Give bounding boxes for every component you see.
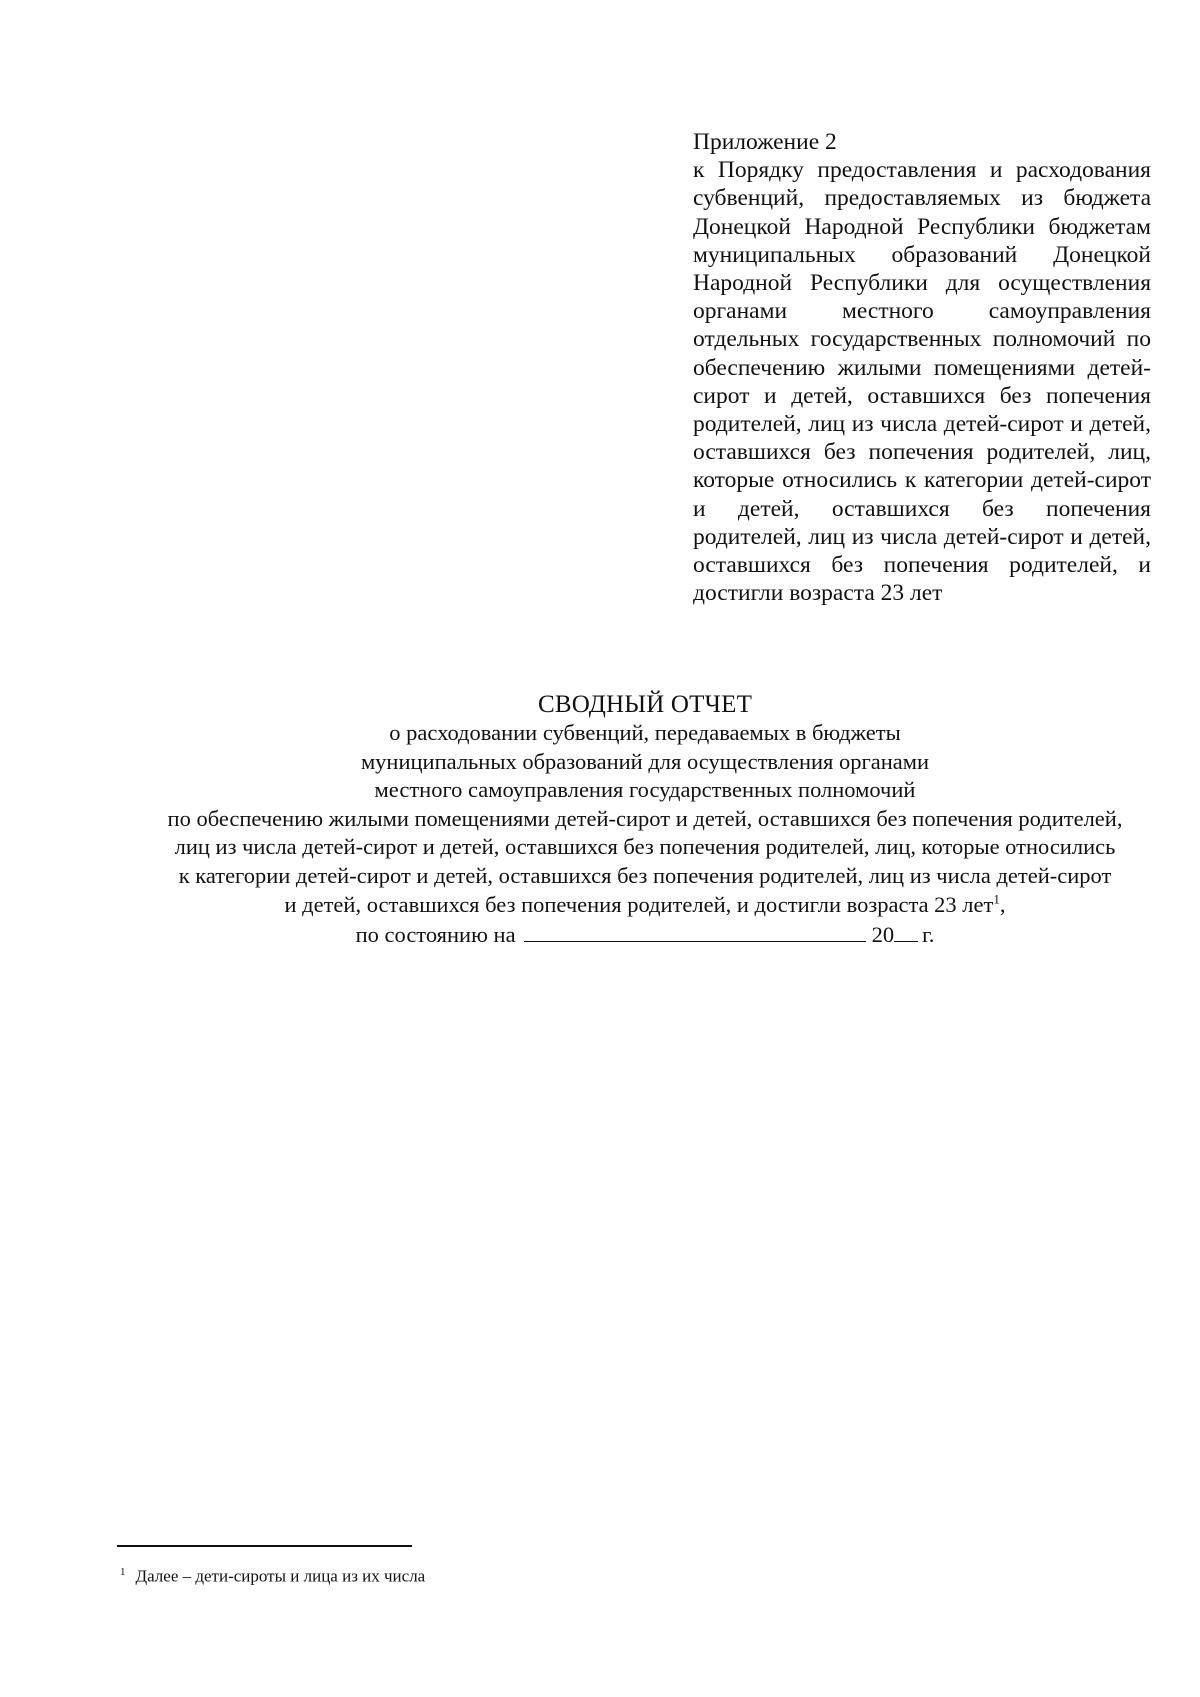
year-suffix: г. <box>922 922 935 948</box>
subtitle-line: к категории детей-сирот и детей, оставшихся без попечения родителей, лиц из числа детей-сирот <box>178 862 1112 888</box>
footnote-separator <box>117 1545 412 1547</box>
subtitle-line: местного самоуправления государственных полномочий <box>374 777 916 803</box>
subtitle-line: по обеспечению жилыми помещениями детей-сирот и детей, оставшихся без попечения родителей, <box>167 805 1123 831</box>
appendix-text: к Порядку предоставления и расходования субвенций, предоставляемых из бюджета Донецкой Народной Республики бюджетам муниципальных образований Донецкой Народной Республики для осуществления органами местного самоуправления отдельных государственных полномочий по обеспечению жилыми помещениями детей-сирот и детей, оставшихся без попечения родителей, лиц из числа детей-сирот и детей, оставшихся без попечения родителей, лиц, которые относились к категории детей-сирот и детей, оставшихся без попечения родителей, лиц из числа детей-сирот и детей, оставшихся без попечения родителей, и достигли возраста 23 лет <box>693 157 1151 607</box>
subtitle-line-last <box>0 891 1200 920</box>
date-blank-field[interactable] <box>524 919 866 942</box>
footnote-reference: 1 <box>993 891 1000 907</box>
footnote <box>120 1561 425 1588</box>
subtitle-comma: , <box>999 891 1006 917</box>
appendix-title: Приложение 2 <box>693 129 837 155</box>
footnote-text: Далее – дети-сироты и лица из их числа <box>135 1566 426 1586</box>
appendix-block <box>693 128 1151 607</box>
date-line <box>0 919 1200 950</box>
subtitle-line: о расходовании субвенций, передаваемых в бюджеты <box>389 720 901 745</box>
subtitle-line: муниципальных образований для осуществления органами <box>360 748 930 774</box>
report-title: СВОДНЫЙ ОТЧЕТ <box>537 691 753 718</box>
date-prefix: по состоянию на <box>355 922 516 948</box>
footnote-marker: 1 <box>120 1566 126 1578</box>
subtitle-line: лиц из числа детей-сирот и детей, оставшихся без попечения родителей, лиц, которые относились <box>174 834 1116 860</box>
report-subtitle <box>0 719 1200 950</box>
subtitle-line-text: и детей, оставшихся без попечения родителей, и достигли возраста 23 лет <box>284 891 994 917</box>
year-prefix: 20 <box>871 922 895 948</box>
year-blank-field[interactable] <box>894 919 918 942</box>
